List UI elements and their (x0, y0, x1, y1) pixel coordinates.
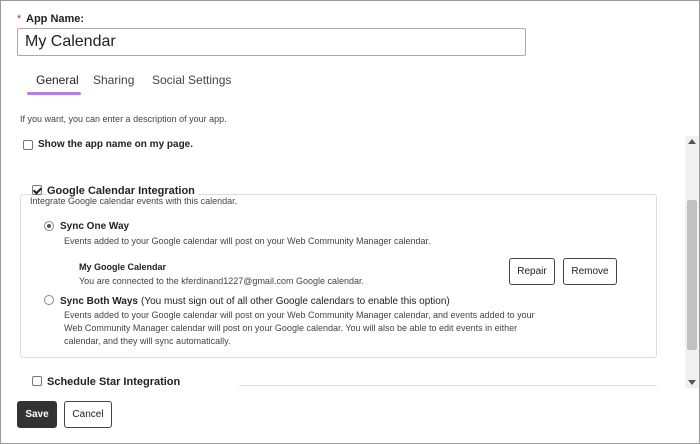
scroll-up-arrow-icon[interactable] (688, 139, 696, 144)
show-app-name-label: Show the app name on my page. (38, 139, 194, 150)
description-hint: If you want, you can enter a description of your app. (20, 114, 227, 124)
required-marker: * (17, 13, 22, 25)
vertical-scrollbar[interactable] (685, 136, 699, 388)
google-integration-label: Google Calendar Integration (47, 185, 198, 197)
connected-calendar-status: You are connected to the kferdinand1227@gmail.com Google calendar. (79, 276, 364, 286)
google-integration-description: Integrate Google calendar events with this calendar. (30, 196, 238, 206)
sync-one-way-label: Sync One Way (60, 221, 130, 232)
repair-button[interactable]: Repair (509, 258, 555, 285)
connected-calendar-name: My Google Calendar (79, 262, 167, 272)
app-name-label: App Name: (26, 13, 85, 25)
schedule-star-checkbox[interactable] (32, 376, 42, 386)
scroll-down-arrow-icon[interactable] (688, 380, 696, 385)
sync-both-ways-note: (You must sign out of all other Google calendars to enable this option) (141, 296, 450, 307)
schedule-star-panel-border (239, 385, 657, 386)
sync-one-way-radio[interactable] (44, 221, 54, 231)
save-button[interactable]: Save (17, 401, 57, 428)
tab-general[interactable]: General (36, 73, 79, 87)
tab-sharing[interactable]: Sharing (93, 73, 135, 87)
sync-both-ways-description-line: calendar, and they will sync automatically. (64, 336, 231, 346)
sync-both-ways-radio[interactable] (44, 295, 54, 305)
remove-button[interactable]: Remove (563, 258, 617, 285)
active-tab-indicator (27, 92, 81, 95)
sync-both-ways-description-line: Events added to your Google calendar will post on your Web Community Manager calendar, and events added to your (64, 310, 535, 320)
scrollbar-thumb[interactable] (687, 200, 697, 350)
app-name-input[interactable] (17, 28, 526, 56)
google-integration-checkbox[interactable] (32, 185, 42, 195)
schedule-star-label: Schedule Star Integration (47, 376, 181, 388)
sync-both-ways-label: Sync Both Ways (60, 296, 138, 307)
tab-social-settings[interactable]: Social Settings (152, 73, 232, 87)
settings-scroll-area (1, 136, 685, 388)
show-app-name-checkbox[interactable] (23, 140, 33, 150)
sync-both-ways-description-line: Web Community Manager calendar will post on your Google calendar. You will also be able to edit events in either (64, 323, 518, 333)
cancel-button[interactable]: Cancel (64, 401, 112, 428)
sync-one-way-description: Events added to your Google calendar will post on your Web Community Manager calendar. (64, 236, 431, 246)
